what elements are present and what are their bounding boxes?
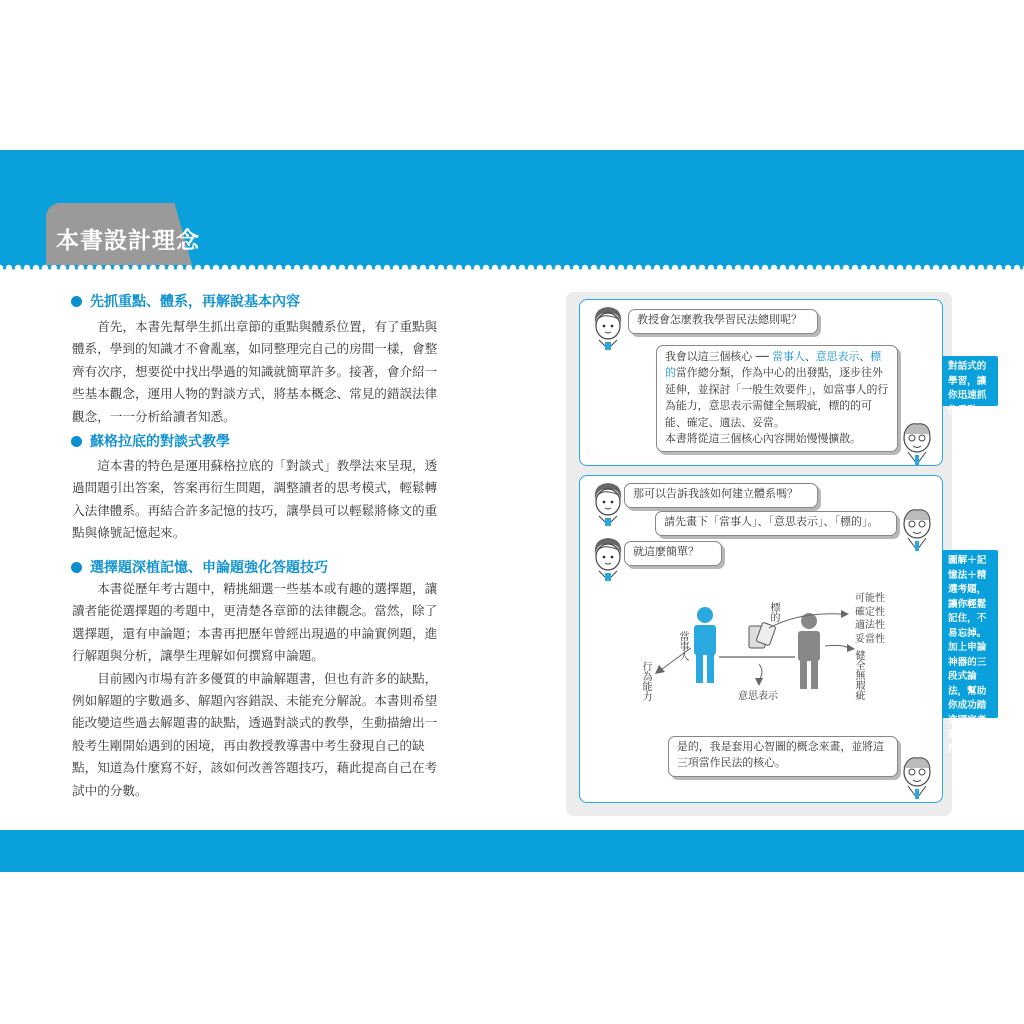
professor-face-icon [898,504,936,552]
speech-bubble-answer-2: 請先畫下「當事人」、「意思表示」、「標的」。 [655,511,897,536]
speech-bubble-answer-1: 我會以這三個核心 ── 當事人、意思表示、標的當作總分類，作為中心的出發點，逐步往外延伸，並探討「一般生效要件」，如當事人的行為能力，意思表示需健全無瑕疵，標的的可能、確定、適法、妥當。 本書將從這三個核心內容開始慢慢擴散。 [656,345,898,452]
section-body-1: 首先，本書先幫學生抓出章節的重點與體系位置，有了重點與體系，學到的知識才不會亂塞，如同整理完自己的房間一樣，會整齊有次序，想要從中找出學過的知識就簡單許多。接著，會介紹一些基本觀念，運用人物的對談方式，將基本概念、常見的錯誤法律觀念，一一分析給讀者知悉。 [72,319,438,424]
side-note-1: 對話式的學習，讓你迅速抓住重點 [942,356,998,406]
student-face-icon [589,302,627,350]
side-note-2: 圖解＋記憶法＋精選考題，讓你輕鬆記住，不易忘掉。加上申論神器的三段式論法，幫助你成功踏進國家考試的大門。 [942,550,998,718]
student-face-icon [589,533,627,581]
label-properties: 可能性 確定性 適法性 妥當性 [855,593,885,645]
label-capacity: 行為能力 [640,661,651,701]
speech-bubble-question-2: 那可以告訴我該如何建立體系嗎？ [624,483,818,508]
section-body-3: 本書從歷年考古題中，精挑細選一些基本或有趣的選擇題，讓讀者能從選擇題的考題中，更清楚各章節的法律觀念。當然，除了選擇題，還有申論題；本書再把歷年曾經出現過的申論實例題，進行解題與分析，讓學生理解如何撰寫申論題。 目前國內市場有許多優質的申論解題書，但也有許多的缺點，例如解題的字數過多、解題內容錯誤、未能充分解說。本書則希望能改變這些過去解題書的缺點，透過對談式的教學，生動描繪出一般考生剛開始遇到的困境，再由教授教導書中考生發現自己的缺點，知道為什麼寫不好，該如何改善答題技巧，藉此提高自己在考試中的分數。 [72,581,438,798]
speech-bubble-question-3: 就這麼簡單？ [624,541,722,566]
label-intent: 意思表示 [738,691,778,702]
section-body-2: 這本書的特色是運用蘇格拉底的「對談式」教學法來呈現，透過問題引出答案，答案再衍生問題，調整讀者的思考模式，輕鬆轉入法律體系。再結合許多記憶的技巧，讓學員可以輕鬆將條文的重點與條號記憶起來。 [72,458,438,541]
speech-bubble-question-1: 教授會怎麼教我學習民法總則呢？ [628,309,818,334]
professor-face-icon [898,418,936,466]
label-flawless: 健全無瑕疵 [853,650,864,700]
student-face-icon [589,478,627,526]
bullet-dot-icon [71,436,82,447]
footer-band [0,830,1024,872]
speech-bubble-answer-3: 是的，我是套用心智圖的概念來畫，並將這三項當作民法的核心。 [668,736,898,777]
section-heading-2: 蘇格拉底的對談式教學 [71,431,230,451]
bullet-dot-icon [71,562,82,573]
page-title: 本書設計理念 [56,228,200,254]
section-heading-3: 選擇題深植記憶、申論題強化答題技巧 [71,557,328,577]
section-heading-1: 先抓重點、體系，再解說基本內容 [71,291,300,311]
bullet-dot-icon [71,296,82,307]
professor-face-icon [898,752,936,800]
label-object: 標的 [768,602,779,622]
label-party: 當事人 [677,631,688,661]
